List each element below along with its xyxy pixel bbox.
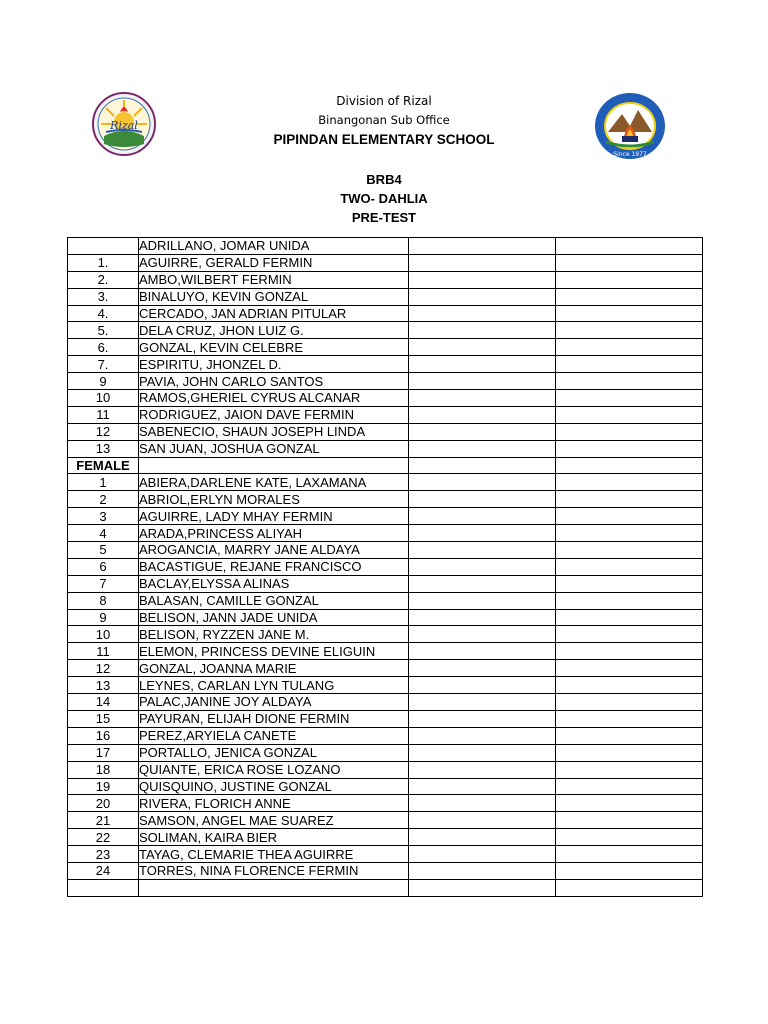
score-cell — [409, 744, 556, 761]
student-name: GONZAL, JOANNA MARIE — [139, 660, 409, 677]
table-row — [68, 862, 703, 879]
score-cell — [409, 474, 556, 491]
score-cell — [409, 592, 556, 609]
table-row — [68, 744, 703, 761]
remarks-cell — [556, 271, 703, 288]
score-cell — [409, 423, 556, 440]
table-row — [68, 474, 703, 491]
remarks-cell — [556, 694, 703, 711]
table-row — [68, 643, 703, 660]
student-name: ABRIOL,ERLYN MORALES — [139, 491, 409, 508]
student-name: SAN JUAN, JOSHUA GONZAL — [139, 440, 409, 457]
row-number — [68, 879, 139, 896]
remarks-cell — [556, 778, 703, 795]
student-name: GONZAL, KEVIN CELEBRE — [139, 339, 409, 356]
row-number: 11 — [68, 406, 139, 423]
row-number: 2. — [68, 271, 139, 288]
table-row — [68, 322, 703, 339]
student-name: AMBO,WILBERT FERMIN — [139, 271, 409, 288]
row-number: 22 — [68, 829, 139, 846]
student-name: TAYAG, CLEMARIE THEA AGUIRRE — [139, 846, 409, 863]
row-number: 1. — [68, 254, 139, 271]
row-number: 13 — [68, 677, 139, 694]
student-name: QUIANTE, ERICA ROSE LOZANO — [139, 761, 409, 778]
student-name: PEREZ,ARYIELA CANETE — [139, 727, 409, 744]
row-number: 21 — [68, 812, 139, 829]
row-number: 1 — [68, 474, 139, 491]
row-number: 2 — [68, 491, 139, 508]
row-number: 3 — [68, 508, 139, 525]
table-row — [68, 390, 703, 407]
row-number: 23 — [68, 846, 139, 863]
row-number: 4 — [68, 525, 139, 542]
remarks-cell — [556, 660, 703, 677]
row-number: 24 — [68, 862, 139, 879]
row-number: 16 — [68, 727, 139, 744]
student-name: ADRILLANO, JOMAR UNIDA — [139, 238, 409, 255]
score-cell — [409, 846, 556, 863]
score-cell — [409, 457, 556, 474]
score-cell — [409, 440, 556, 457]
row-number: 8 — [68, 592, 139, 609]
student-name: PAVIA, JOHN CARLO SANTOS — [139, 373, 409, 390]
student-name: BINALUYO, KEVIN GONZAL — [139, 288, 409, 305]
remarks-cell — [556, 879, 703, 896]
student-name: BELISON, RYZZEN JANE M. — [139, 626, 409, 643]
row-number: 9 — [68, 609, 139, 626]
class-code: BRB4 — [366, 172, 402, 187]
row-number: 7. — [68, 356, 139, 373]
student-name: AGUIRRE, GERALD FERMIN — [139, 254, 409, 271]
table-row — [68, 254, 703, 271]
score-cell — [409, 626, 556, 643]
score-cell — [409, 778, 556, 795]
table-row — [68, 626, 703, 643]
remarks-cell — [556, 305, 703, 322]
remarks-cell — [556, 406, 703, 423]
remarks-cell — [556, 322, 703, 339]
row-number: 10 — [68, 390, 139, 407]
student-name — [139, 457, 409, 474]
student-name: RODRIGUEZ, JAION DAVE FERMIN — [139, 406, 409, 423]
remarks-cell — [556, 373, 703, 390]
table-row — [68, 440, 703, 457]
row-number: 4. — [68, 305, 139, 322]
student-name: SABENECIO, SHAUN JOSEPH LINDA — [139, 423, 409, 440]
remarks-cell — [556, 609, 703, 626]
row-number: 18 — [68, 761, 139, 778]
document-header — [0, 92, 768, 227]
table-row — [68, 542, 703, 559]
remarks-cell — [556, 238, 703, 255]
table-row — [68, 609, 703, 626]
seal-since-text: Since 1977 — [613, 151, 647, 158]
score-cell — [409, 491, 556, 508]
student-name — [139, 879, 409, 896]
remarks-cell — [556, 829, 703, 846]
score-cell — [409, 390, 556, 407]
row-number: 15 — [68, 710, 139, 727]
student-name: AROGANCIA, MARRY JANE ALDAYA — [139, 542, 409, 559]
score-cell — [409, 812, 556, 829]
rizal-seal-text: Rizal — [110, 119, 138, 132]
remarks-cell — [556, 761, 703, 778]
table-row — [68, 238, 703, 255]
row-number: 17 — [68, 744, 139, 761]
student-name: ABIERA,DARLENE KATE, LAXAMANA — [139, 474, 409, 491]
table-row — [68, 660, 703, 677]
student-name: ESPIRITU, JHONZEL D. — [139, 356, 409, 373]
score-cell — [409, 677, 556, 694]
student-name: PORTALLO, JENICA GONZAL — [139, 744, 409, 761]
table-row — [68, 356, 703, 373]
remarks-cell — [556, 356, 703, 373]
table-row — [68, 778, 703, 795]
score-cell — [409, 609, 556, 626]
score-cell — [409, 542, 556, 559]
student-name: SAMSON, ANGEL MAE SUAREZ — [139, 812, 409, 829]
score-cell — [409, 339, 556, 356]
score-cell — [409, 660, 556, 677]
student-name: SOLIMAN, KAIRA BIER — [139, 829, 409, 846]
student-name: CERCADO, JAN ADRIAN PITULAR — [139, 305, 409, 322]
table-row — [68, 677, 703, 694]
remarks-cell — [556, 626, 703, 643]
student-name: AGUIRRE, LADY MHAY FERMIN — [139, 508, 409, 525]
row-number: 9 — [68, 373, 139, 390]
row-number: 6 — [68, 558, 139, 575]
score-cell — [409, 879, 556, 896]
score-cell — [409, 761, 556, 778]
table-row — [68, 558, 703, 575]
division-label: Division of Rizal — [336, 94, 432, 108]
section-header-row — [68, 457, 703, 474]
remarks-cell — [556, 491, 703, 508]
score-cell — [409, 710, 556, 727]
row-number: 12 — [68, 660, 139, 677]
table-row — [68, 829, 703, 846]
remarks-cell — [556, 474, 703, 491]
table-row — [68, 812, 703, 829]
table-row — [68, 373, 703, 390]
student-name: LEYNES, CARLAN LYN TULANG — [139, 677, 409, 694]
remarks-cell — [556, 254, 703, 271]
sub-office-label: Binangonan Sub Office — [318, 113, 450, 127]
student-name: RIVERA, FLORICH ANNE — [139, 795, 409, 812]
score-cell — [409, 322, 556, 339]
row-number: 13 — [68, 440, 139, 457]
remarks-cell — [556, 390, 703, 407]
student-name: BELISON, JANN JADE UNIDA — [139, 609, 409, 626]
table-row — [68, 694, 703, 711]
score-cell — [409, 305, 556, 322]
score-cell — [409, 558, 556, 575]
student-name: BALASAN, CAMILLE GONZAL — [139, 592, 409, 609]
table-row — [68, 879, 703, 896]
table-row — [68, 305, 703, 322]
student-name: BACLAY,ELYSSA ALINAS — [139, 575, 409, 592]
row-number: 20 — [68, 795, 139, 812]
remarks-cell — [556, 677, 703, 694]
score-cell — [409, 694, 556, 711]
remarks-cell — [556, 812, 703, 829]
remarks-cell — [556, 457, 703, 474]
table-row — [68, 761, 703, 778]
score-cell — [409, 356, 556, 373]
score-cell — [409, 575, 556, 592]
table-row — [68, 795, 703, 812]
row-number: 19 — [68, 778, 139, 795]
student-name: RAMOS,GHERIEL CYRUS ALCANAR — [139, 390, 409, 407]
score-cell — [409, 508, 556, 525]
student-name: QUISQUINO, JUSTINE GONZAL — [139, 778, 409, 795]
score-cell — [409, 643, 556, 660]
remarks-cell — [556, 846, 703, 863]
remarks-cell — [556, 542, 703, 559]
remarks-cell — [556, 795, 703, 812]
remarks-cell — [556, 558, 703, 575]
student-name: ELEMON, PRINCESS DEVINE ELIGUIN — [139, 643, 409, 660]
row-number: 5. — [68, 322, 139, 339]
table-row — [68, 491, 703, 508]
score-cell — [409, 373, 556, 390]
score-cell — [409, 727, 556, 744]
score-cell — [409, 238, 556, 255]
remarks-cell — [556, 339, 703, 356]
section-label: FEMALE — [68, 457, 139, 474]
remarks-cell — [556, 744, 703, 761]
score-cell — [409, 525, 556, 542]
table-row — [68, 288, 703, 305]
school-name: PIPINDAN ELEMENTARY SCHOOL — [273, 132, 495, 147]
remarks-cell — [556, 288, 703, 305]
remarks-cell — [556, 862, 703, 879]
row-number: 3. — [68, 288, 139, 305]
table-row — [68, 525, 703, 542]
table-row — [68, 423, 703, 440]
remarks-cell — [556, 643, 703, 660]
section-name: TWO- DAHLIA — [340, 191, 428, 206]
score-cell — [409, 271, 556, 288]
student-name: DELA CRUZ, JHON LUIZ G. — [139, 322, 409, 339]
remarks-cell — [556, 440, 703, 457]
row-number: 7 — [68, 575, 139, 592]
score-cell — [409, 829, 556, 846]
row-number: 5 — [68, 542, 139, 559]
score-cell — [409, 862, 556, 879]
student-name: BACASTIGUE, REJANE FRANCISCO — [139, 558, 409, 575]
remarks-cell — [556, 575, 703, 592]
remarks-cell — [556, 710, 703, 727]
table-row — [68, 846, 703, 863]
table-row — [68, 575, 703, 592]
row-number: 11 — [68, 643, 139, 660]
remarks-cell — [556, 525, 703, 542]
score-cell — [409, 288, 556, 305]
student-name: PALAC,JANINE JOY ALDAYA — [139, 694, 409, 711]
table-row — [68, 339, 703, 356]
table-row — [68, 271, 703, 288]
student-name: PAYURAN, ELIJAH DIONE FERMIN — [139, 710, 409, 727]
score-cell — [409, 254, 556, 271]
table-row — [68, 406, 703, 423]
test-type: PRE-TEST — [351, 210, 417, 225]
row-number: 6. — [68, 339, 139, 356]
row-number: 12 — [68, 423, 139, 440]
row-number: 10 — [68, 626, 139, 643]
row-number: 14 — [68, 694, 139, 711]
remarks-cell — [556, 508, 703, 525]
remarks-cell — [556, 592, 703, 609]
score-cell — [409, 406, 556, 423]
table-row — [68, 710, 703, 727]
table-row — [68, 592, 703, 609]
remarks-cell — [556, 727, 703, 744]
table-row — [68, 727, 703, 744]
row-number — [68, 238, 139, 255]
table-row — [68, 508, 703, 525]
student-name: TORRES, NINA FLORENCE FERMIN — [139, 862, 409, 879]
student-name: ARADA,PRINCESS ALIYAH — [139, 525, 409, 542]
score-cell — [409, 795, 556, 812]
roster-table — [67, 237, 703, 897]
remarks-cell — [556, 423, 703, 440]
